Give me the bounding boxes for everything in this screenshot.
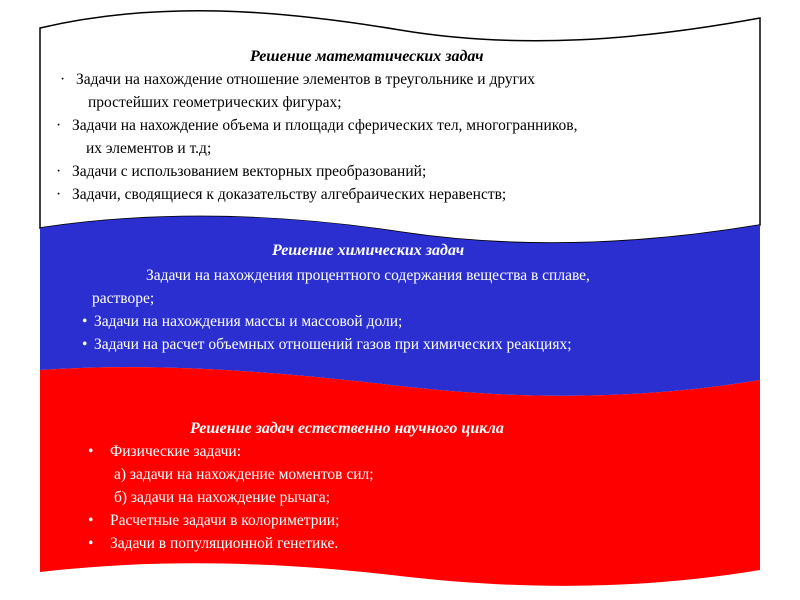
list-item: Задачи на нахождения процентного содержания вещества в сплаве, [146, 267, 590, 284]
chem-section [82, 242, 590, 356]
list-item: · Задачи на нахождение объема и площади сферических тел, многогранников, [56, 114, 577, 137]
list-item: · Задачи с использованием векторных преобразований; [56, 160, 577, 183]
list-item-continuation: их элементов и т.д; [86, 140, 212, 157]
list-item: • Задачи на нахождения массы и массовой доли; [82, 310, 590, 333]
list-item-sub: а) задачи на нахождение моментов сил; [114, 466, 374, 483]
bullet-icon: • [82, 313, 88, 330]
bullet-icon: · [56, 117, 62, 134]
bullet-icon: · [60, 71, 66, 88]
bullet-icon: • [82, 336, 88, 353]
list-item-continuation: растворе; [92, 290, 155, 307]
math-section [56, 48, 578, 206]
bullet-icon: · [56, 186, 62, 203]
bullet-icon: • [88, 512, 94, 529]
math-title: Решение математических задач [250, 48, 484, 65]
list-item: · Задачи на нахождение отношение элементов в треугольнике и других [60, 68, 577, 91]
bullet-icon: · [56, 163, 62, 180]
list-item-continuation: простейших геометрических фигурах; [88, 94, 342, 111]
bullet-icon: • [88, 535, 94, 552]
nat-title: Решение задач естественно научного цикла [190, 420, 504, 437]
list-item: • Расчетные задачи в колориметрии; [88, 509, 504, 532]
chem-title: Решение химических задач [272, 242, 465, 259]
list-item: • Задачи на расчет объемных отношений газов при химических реакциях; [82, 333, 590, 356]
list-item: · Задачи, сводящиеся к доказательству алгебраических неравенств; [56, 183, 577, 206]
nat-section [88, 420, 504, 555]
bullet-icon: • [88, 443, 94, 460]
list-item: • Задачи в популяционной генетике. [88, 532, 504, 555]
list-item-sub: б) задачи на нахождение рычага; [114, 489, 330, 506]
list-item: • Физические задачи: [88, 440, 504, 463]
